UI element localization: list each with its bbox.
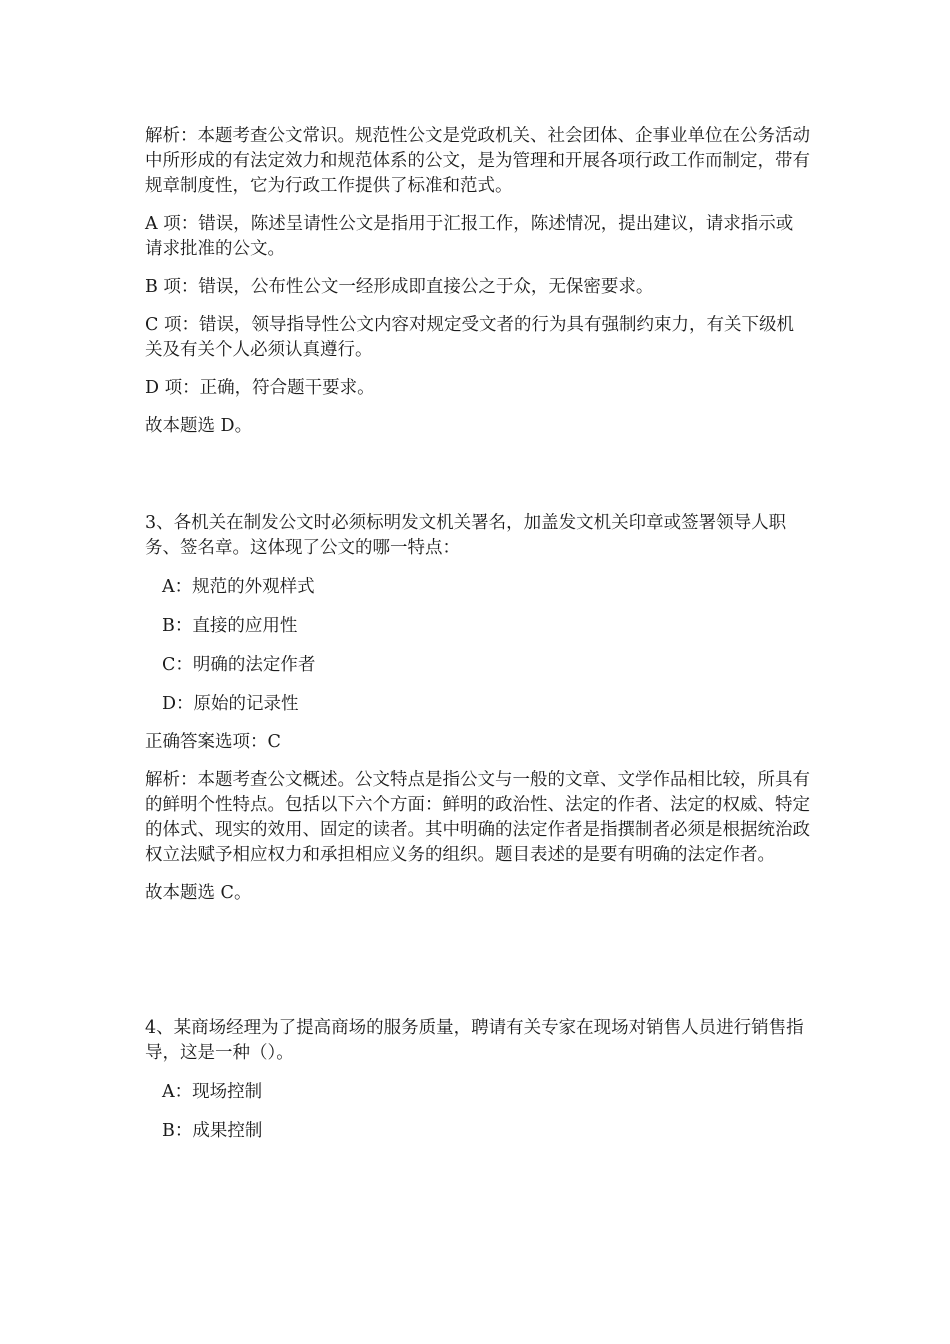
q3-analysis: 解析：本题考查公文概述。公文特点是指公文与一般的文章、文学作品相比较，所具有的鲜明个性特点。包括以下六个方面：鲜明的政治性、法定的作者、法定的权威、特定的体式、现实的效用、固定的读者。其中明确的法定作者是指撰制者必须是根据统治政权立法赋予相应权力和承担相应义务的组织。题目表述的是要有明确的法定作者。 [145,770,810,865]
q2-item-d: D 项：正确，符合题干要求。 [145,378,375,398]
q3-option-a: A：规范的外观样式 [162,577,315,597]
q3-conclusion: 故本题选 C。 [145,883,252,903]
q2-item-a: A 项：错误，陈述呈请性公文是指用于汇报工作，陈述情况，提出建议，请求指示或请求批准的公文。 [145,214,794,259]
q3-option-b: B：直接的应用性 [162,616,298,636]
q2-analysis: 解析：本题考查公文常识。规范性公文是党政机关、社会团体、企事业单位在公务活动中所形成的有法定效力和规范体系的公文，是为管理和开展各项行政工作而制定，带有规章制度性，它为行政工作提供了标准和范式。 [145,126,810,196]
q3-option-c: C：明确的法定作者 [162,655,316,675]
q2-item-c: C 项：错误，领导指导性公文内容对规定受文者的行为具有强制约束力，有关下级机关及有关个人必须认真遵行。 [145,315,794,360]
q4-option-a: A：现场控制 [162,1082,263,1102]
q2-conclusion: 故本题选 D。 [145,416,253,436]
q4-option-b: B：成果控制 [162,1121,263,1141]
q3-option-d: D：原始的记录性 [162,694,299,714]
q3-answer: 正确答案选项：C [145,732,281,752]
q3-stem: 3、各机关在制发公文时必须标明发文机关署名，加盖发文机关印章或签署领导人职务、签名章。这体现了公文的哪一特点： [145,513,787,558]
q2-item-b: B 项：错误，公布性公文一经形成即直接公之于众，无保密要求。 [145,277,654,297]
document-page [145,124,810,1144]
q4-stem: 4、某商场经理为了提高商场的服务质量，聘请有关专家在现场对销售人员进行销售指导，这是一种（）。 [145,1018,804,1063]
